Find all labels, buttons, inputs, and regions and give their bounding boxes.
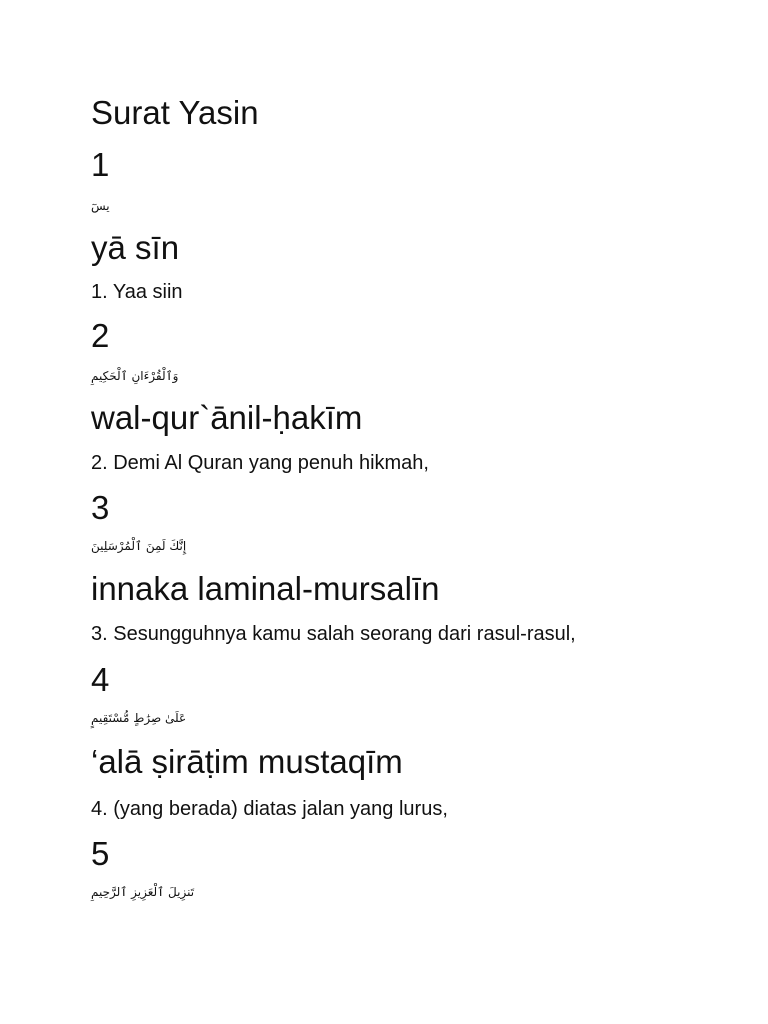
verse-number: 4 <box>91 661 110 698</box>
verse-number: 1 <box>91 146 110 183</box>
verse-transliteration: wal-qur`ānil-ḥakīm <box>91 399 363 436</box>
verse-translation: 4. (yang berada) diatas jalan yang lurus, <box>91 798 448 820</box>
verse-number: 3 <box>91 489 110 526</box>
verse-arabic-text: إِنَّكَ لَمِنَ ٱلْمُرْسَلِينَ <box>91 539 187 553</box>
verse-arabic-text: تَنزِيلَ ٱلْعَزِيزِ ٱلرَّحِيمِ <box>91 885 195 899</box>
verse-transliteration: innaka laminal-mursalīn <box>91 570 440 607</box>
document-title: Surat Yasin <box>91 94 259 131</box>
verse-transliteration: yā sīn <box>91 229 180 266</box>
verse-arabic-text: وَٱلْقُرْءَانِ ٱلْحَكِيمِ <box>91 369 179 383</box>
verse-translation: 3. Sesungguhnya kamu salah seorang dari rasul-rasul, <box>91 623 576 645</box>
verse-number: 2 <box>91 317 110 354</box>
verse-arabic-text: يسٓ <box>91 199 110 213</box>
verse-transliteration: ‘alā ṣirāṭim mustaqīm <box>91 743 403 780</box>
verse-number: 5 <box>91 835 110 872</box>
verse-translation: 1. Yaa siin <box>91 281 183 303</box>
verse-translation: 2. Demi Al Quran yang penuh hikmah, <box>91 452 429 474</box>
verse-arabic-text: عَلَىٰ صِرَٰطٍ مُّسْتَقِيمٍ <box>91 711 187 725</box>
